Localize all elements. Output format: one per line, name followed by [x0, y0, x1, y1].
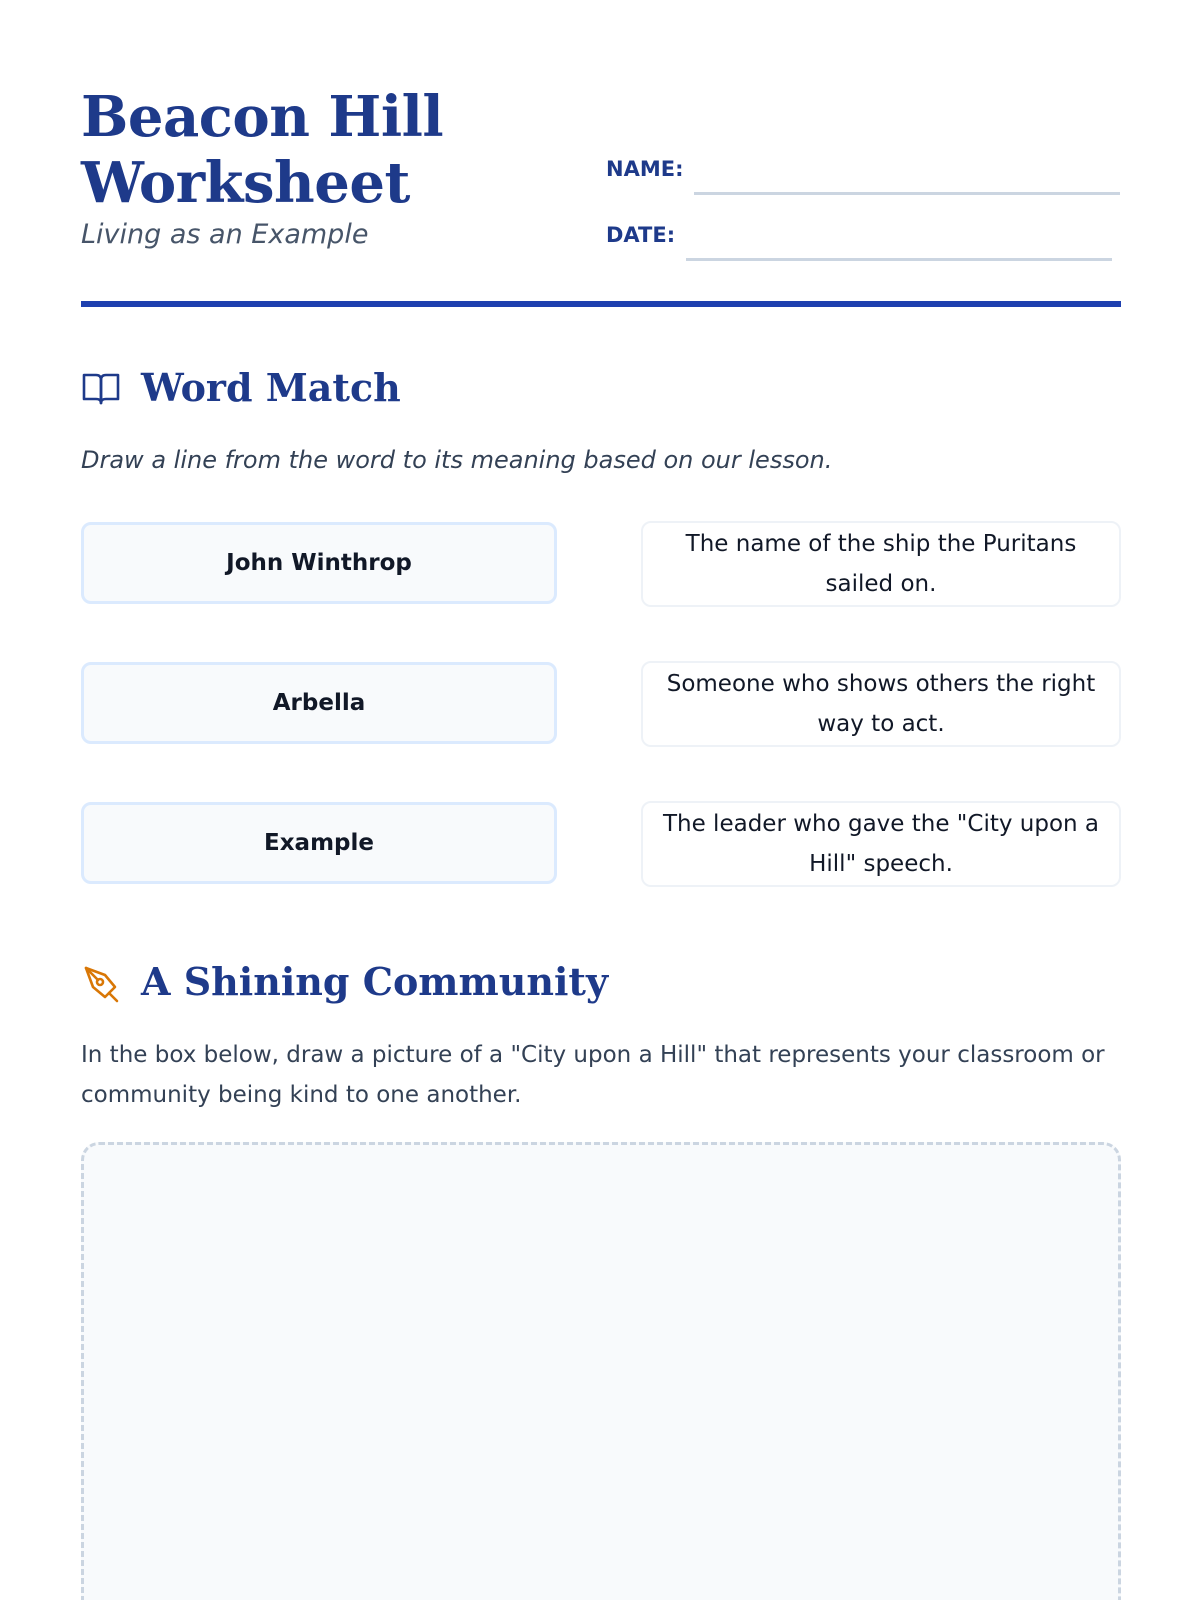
page-title [81, 84, 541, 216]
word-match-title: Word Match [141, 365, 401, 410]
pen-nib-icon [81, 963, 121, 1003]
header-divider [81, 301, 1121, 307]
title-line-2: Worksheet [81, 150, 410, 216]
worksheet-page [81, 0, 1121, 1600]
name-field-row [606, 154, 1121, 194]
open-book-icon [81, 369, 121, 409]
word-match-instruction: Draw a line from the word to its meaning based on our lesson. [81, 446, 833, 474]
date-write-line[interactable] [686, 258, 1112, 261]
date-field-row [606, 220, 1121, 260]
match-definition-2[interactable]: Someone who shows others the right way to act. [641, 661, 1121, 747]
word-match-heading [81, 363, 1121, 413]
match-definition-3[interactable]: The leader who gave the "City upon a Hill" speech. [641, 801, 1121, 887]
name-write-line[interactable] [694, 192, 1120, 195]
page-subtitle: Living as an Example [81, 219, 369, 250]
community-title: A Shining Community [141, 959, 609, 1004]
community-instruction: In the box below, draw a picture of a "City upon a Hill" that represents your classroom or community being kind to one another. [81, 1042, 1105, 1108]
match-definition-1[interactable]: The name of the ship the Puritans sailed on. [641, 521, 1121, 607]
match-word-1[interactable]: John Winthrop [81, 522, 557, 604]
community-heading [81, 957, 1121, 1007]
match-word-2[interactable]: Arbella [81, 662, 557, 744]
name-label: NAME: [606, 157, 684, 181]
drawing-box[interactable] [81, 1142, 1121, 1600]
worksheet-header [81, 84, 1121, 306]
date-label: DATE: [606, 223, 676, 247]
title-line-1: Beacon Hill [81, 84, 444, 150]
match-word-3[interactable]: Example [81, 802, 557, 884]
